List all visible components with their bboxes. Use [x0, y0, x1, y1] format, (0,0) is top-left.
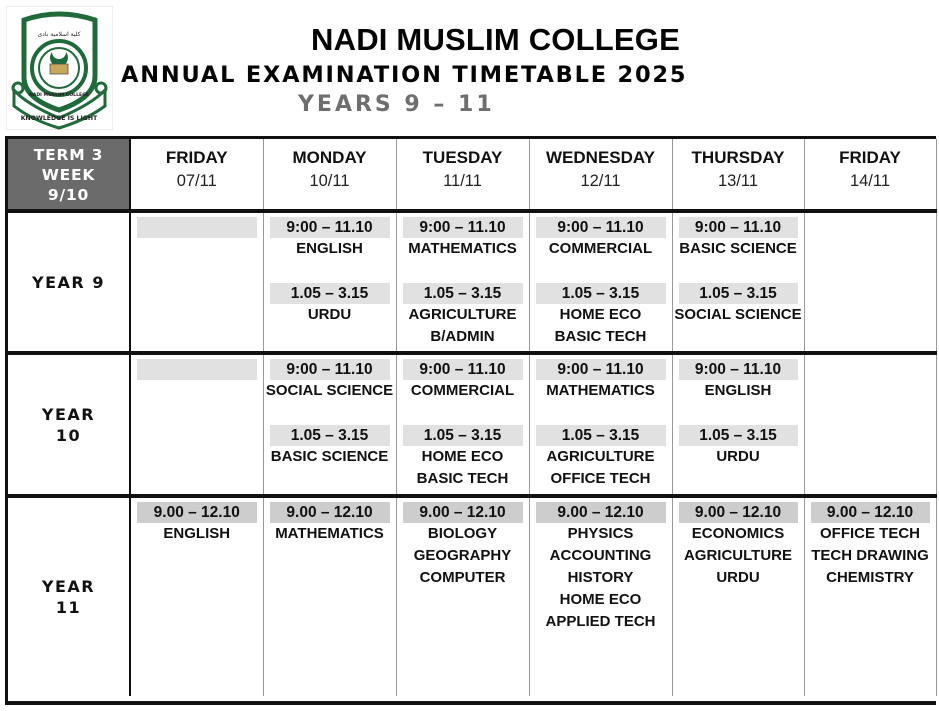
exam-cell: [804, 353, 936, 496]
exam-subject: AGRICULTURE: [408, 306, 517, 323]
exam-subject: ACCOUNTING: [549, 547, 652, 564]
year-label: YEAR 9: [32, 272, 105, 292]
exam-time: 9:00 – 11.10: [536, 217, 666, 238]
empty-slot-bar: [137, 217, 257, 238]
exam-time: 9:00 – 11.10: [270, 217, 390, 238]
exam-subject: URDU: [716, 448, 760, 465]
day-header: [529, 139, 672, 211]
day-name: FRIDAY: [165, 148, 228, 167]
day-header: [672, 139, 804, 211]
exam-cell: [529, 353, 672, 496]
exam-cell: [263, 496, 396, 696]
exam-cell: [529, 496, 672, 696]
day-date: 12/11: [580, 172, 621, 190]
exam-cell: [672, 353, 804, 496]
exam-time: 1.05 – 3.15: [270, 283, 390, 304]
year-label-cell: [8, 496, 130, 696]
exam-subject: BASIC SCIENCE: [270, 448, 389, 465]
exam-subject: CHEMISTRY: [826, 569, 914, 586]
exam-subject: SOCIAL SCIENCE: [674, 306, 802, 323]
exam-timetable: [5, 136, 936, 705]
header-row: [8, 139, 936, 211]
exam-time: 9.00 – 12.10: [811, 502, 930, 523]
term-week-cell: [8, 139, 130, 211]
day-date: 14/11: [849, 172, 891, 190]
exam-time: 1.05 – 3.15: [679, 283, 798, 304]
year-label-cell: [8, 211, 130, 353]
exam-subject: HOME ECO: [421, 448, 504, 465]
exam-cell: [130, 353, 263, 496]
exam-time: 9:00 – 11.10: [403, 217, 523, 238]
exam-cell: [396, 353, 529, 496]
exam-time: 1.05 – 3.15: [403, 425, 523, 446]
day-header: [263, 139, 396, 211]
exam-cell: [672, 496, 804, 696]
exam-time: 1.05 – 3.15: [679, 425, 798, 446]
day-name: FRIDAY: [839, 148, 901, 167]
year-label-cell: [8, 353, 130, 496]
exam-time: 9.00 – 12.10: [679, 502, 798, 523]
exam-subject: BASIC SCIENCE: [679, 240, 797, 257]
exam-subject: HOME ECO: [559, 306, 642, 323]
year-label: YEAR: [41, 404, 96, 424]
timetable-subtitle: YEARS 9 – 11: [298, 92, 495, 117]
day-date: 10/11: [309, 172, 350, 190]
exam-time: 9.00 – 12.10: [270, 502, 390, 523]
day-header: [804, 139, 936, 211]
exam-subject: MATHEMATICS: [408, 240, 517, 257]
exam-cell: [396, 211, 529, 353]
exam-time: 1.05 – 3.15: [536, 425, 666, 446]
exam-subject: COMMERCIAL: [410, 382, 515, 399]
timetable-title: ANNUAL EXAMINATION TIMETABLE 2025: [121, 62, 688, 88]
exam-subject: ENGLISH: [704, 382, 772, 399]
exam-subject: HISTORY: [567, 569, 634, 586]
day-name: THURSDAY: [691, 148, 785, 167]
exam-cell: [263, 353, 396, 496]
exam-cell: [529, 211, 672, 353]
exam-subject: ENGLISH: [163, 525, 231, 542]
day-date: 13/11: [717, 172, 759, 190]
logo-ring-text: NADI MUSLIM COLLEGE: [28, 93, 90, 98]
exam-subject: TECH DRAWING: [811, 547, 929, 564]
exam-subject: SOCIAL SCIENCE: [265, 382, 394, 399]
day-header: [130, 139, 263, 211]
exam-subject: URDU: [307, 306, 352, 323]
exam-subject: AGRICULTURE: [546, 448, 655, 465]
year-label: YEAR: [41, 577, 96, 596]
exam-time: 9:00 – 11.10: [403, 359, 523, 380]
week-number: 9/10: [47, 186, 90, 204]
logo-motto: KNOWLEDGE IS LIGHT: [20, 115, 98, 122]
exam-subject: APPLIED TECH: [545, 613, 656, 630]
day-header: [396, 139, 529, 211]
exam-subject: BASIC TECH: [554, 328, 647, 345]
exam-cell: [804, 496, 936, 696]
exam-time: 1.05 – 3.15: [536, 283, 666, 304]
exam-time: 9.00 – 12.10: [536, 502, 666, 523]
exam-cell: [804, 211, 936, 353]
exam-time: 9:00 – 11.10: [536, 359, 666, 380]
exam-subject: HOME ECO: [559, 591, 642, 608]
exam-time: 1.05 – 3.15: [270, 425, 390, 446]
day-date: 07/11: [176, 172, 217, 190]
exam-subject: MATHEMATICS: [546, 382, 655, 399]
empty-slot-bar: [137, 359, 257, 380]
school-name: NADI MUSLIM COLLEGE: [311, 22, 680, 57]
exam-subject: BASIC TECH: [416, 470, 509, 487]
exam-time: 9:00 – 11.10: [270, 359, 390, 380]
exam-subject: GEOGRAPHY: [413, 547, 512, 564]
exam-cell: [130, 211, 263, 353]
exam-subject: MATHEMATICS: [275, 525, 384, 542]
exam-subject: PHYSICS: [567, 525, 634, 542]
term-label: TERM 3: [33, 146, 104, 164]
exam-subject: B/ADMIN: [430, 328, 495, 345]
exam-subject: URDU: [716, 569, 760, 586]
exam-subject: AGRICULTURE: [683, 547, 793, 564]
exam-subject: COMMERCIAL: [548, 240, 653, 257]
year-number: 10: [55, 425, 82, 445]
year-row: [8, 496, 936, 696]
timetable-grid: [8, 139, 937, 696]
exam-cell: [396, 496, 529, 696]
year-row: [8, 211, 936, 353]
exam-time: 9.00 – 12.10: [403, 502, 523, 523]
exam-time: 9.00 – 12.10: [137, 502, 257, 523]
exam-subject: BIOLOGY: [427, 525, 498, 542]
day-name: MONDAY: [292, 148, 367, 167]
day-name: WEDNESDAY: [546, 148, 655, 167]
exam-time: 9:00 – 11.10: [679, 217, 798, 238]
logo-arabic-text: كلية اسلامية نادى: [37, 31, 81, 38]
exam-subject: OFFICE TECH: [820, 525, 920, 542]
exam-time: 1.05 – 3.15: [403, 283, 523, 304]
exam-subject: OFFICE TECH: [550, 470, 651, 487]
year-row: [8, 353, 936, 496]
week-label: WEEK: [41, 166, 96, 184]
exam-subject: COMPUTER: [419, 569, 506, 586]
exam-cell: [130, 496, 263, 696]
exam-cell: [263, 211, 396, 353]
exam-subject: ENGLISH: [296, 240, 363, 257]
year-number: 11: [55, 598, 82, 617]
day-name: TUESDAY: [422, 148, 503, 167]
day-date: 11/11: [443, 172, 482, 190]
exam-time: 9:00 – 11.10: [679, 359, 798, 380]
exam-cell: [672, 211, 804, 353]
exam-subject: ECONOMICS: [691, 525, 785, 542]
